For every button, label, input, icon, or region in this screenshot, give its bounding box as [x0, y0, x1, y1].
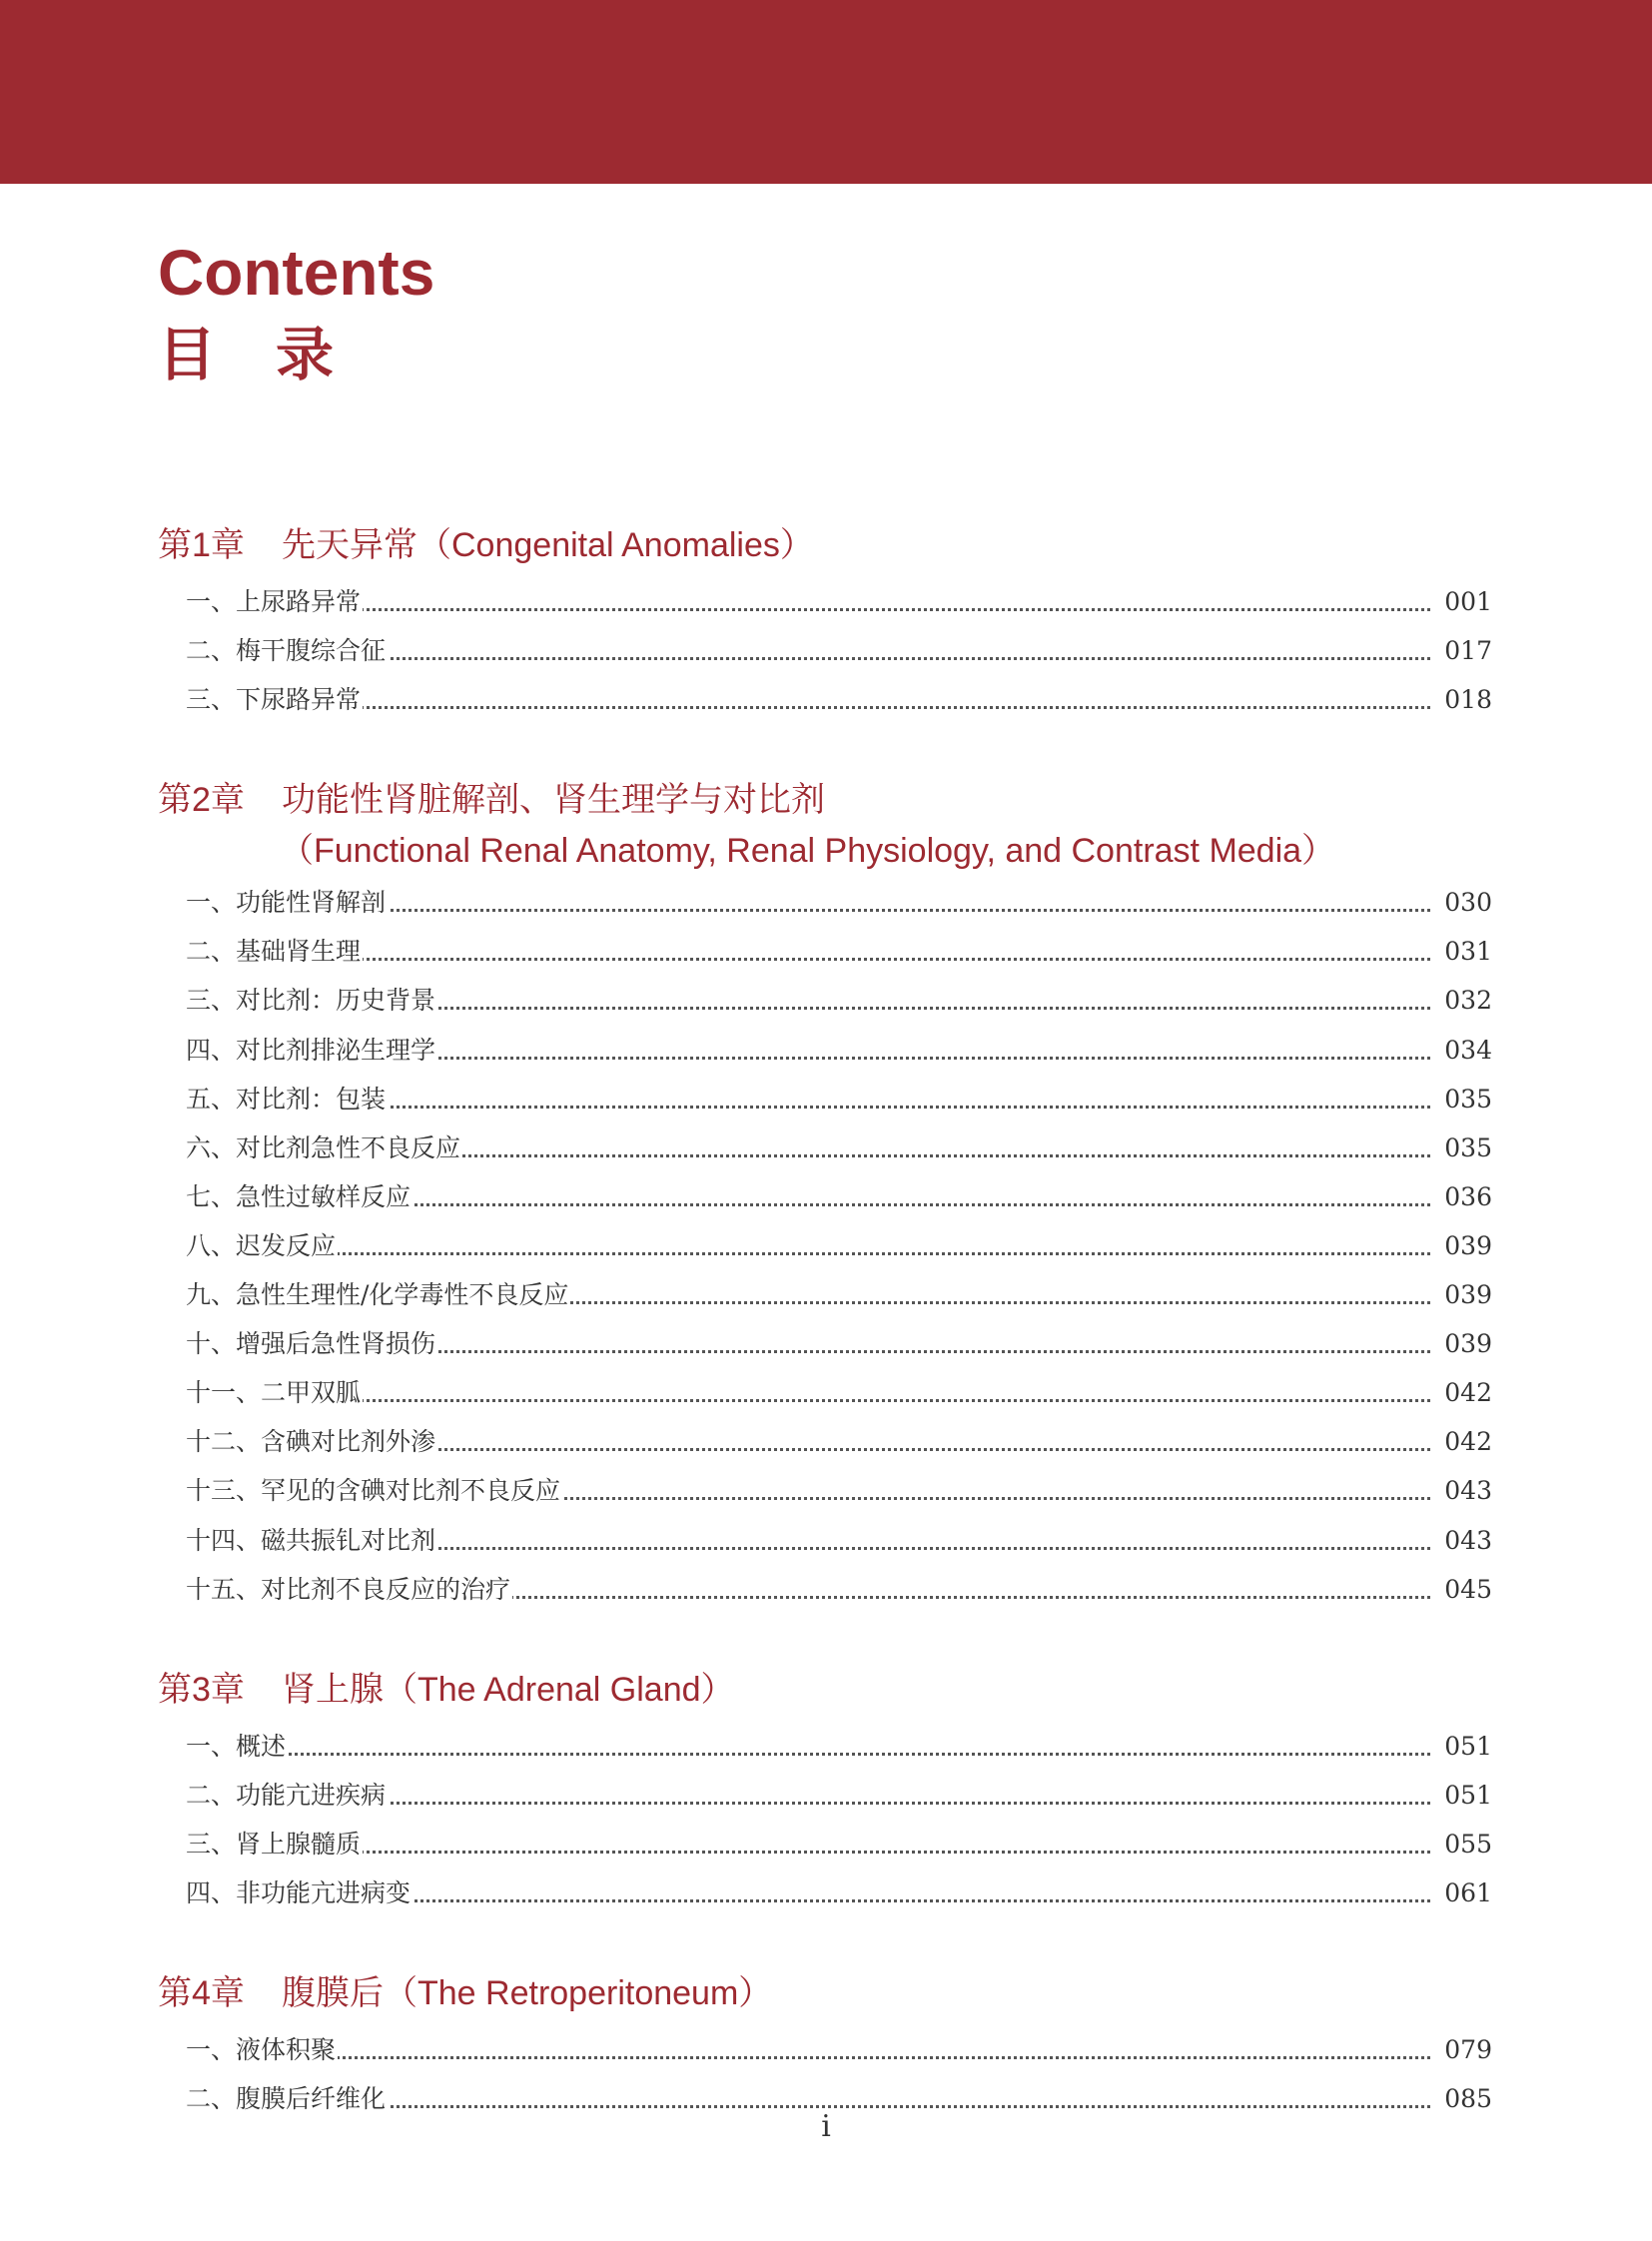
entry-label: 一、功能性肾解剖 — [186, 878, 388, 927]
header-bar — [0, 0, 1652, 184]
chapter-number: 第4章 — [158, 1974, 245, 2013]
entry-label: 二、腹膜后纤维化 — [186, 2074, 388, 2123]
dot-leader — [186, 608, 1430, 611]
entry-page-number: 043 — [1444, 1525, 1492, 1555]
chapter-heading[interactable] — [0, 768, 1652, 832]
toc-entry[interactable] — [0, 1565, 1652, 1614]
toc-entry[interactable] — [0, 1026, 1652, 1075]
entry-label: 十二、含碘对比剂外渗 — [186, 1417, 437, 1466]
entry-page-number: 079 — [1444, 2035, 1492, 2065]
entry-page-number: 001 — [1444, 587, 1492, 616]
entry-label: 六、对比剂急性不良反应 — [186, 1123, 462, 1172]
entry-page-number: 043 — [1444, 1476, 1492, 1506]
toc-entry[interactable] — [0, 675, 1652, 724]
entry-page-number: 031 — [1444, 937, 1492, 967]
dot-leader — [186, 1851, 1430, 1854]
table-of-contents — [0, 513, 1652, 2167]
chapter-title: 肾上腺（The Adrenal Gland） — [282, 1670, 735, 1709]
entry-page-number: 042 — [1444, 1427, 1492, 1457]
entry-label: 九、急性生理性/化学毒性不良反应 — [186, 1270, 570, 1319]
toc-entry[interactable] — [0, 1771, 1652, 1820]
entry-label: 一、概述 — [186, 1722, 288, 1771]
entry-label: 三、肾上腺髓质 — [186, 1820, 363, 1868]
entry-label: 四、对比剂排泌生理学 — [186, 1026, 437, 1075]
entry-page-number: 035 — [1444, 1132, 1492, 1162]
entry-page-number: 030 — [1444, 888, 1492, 918]
entry-page-number: 018 — [1444, 685, 1492, 715]
toc-entry[interactable] — [0, 1516, 1652, 1565]
toc-entry[interactable] — [0, 1319, 1652, 1368]
toc-entry[interactable] — [0, 1868, 1652, 1917]
entry-page-number: 061 — [1444, 1877, 1492, 1907]
entry-label: 八、迟发反应 — [186, 1221, 338, 1270]
dot-leader — [186, 1252, 1430, 1255]
toc-entry[interactable] — [0, 1123, 1652, 1172]
dot-leader — [186, 1753, 1430, 1756]
toc-entry[interactable] — [0, 577, 1652, 626]
toc-entry[interactable] — [0, 1270, 1652, 1319]
entry-page-number: 017 — [1444, 636, 1492, 666]
entry-page-number: 039 — [1444, 1280, 1492, 1310]
chapter-section — [0, 513, 1652, 724]
dot-leader — [186, 958, 1430, 961]
chapter-number: 第2章 — [158, 781, 245, 820]
chapter-subtitle: （Functional Renal Anatomy, Renal Physiology, and Contrast Media） — [280, 832, 1336, 871]
chapter-section — [0, 1658, 1652, 1917]
entry-label: 十一、二甲双胍 — [186, 1368, 363, 1417]
entry-page-number: 051 — [1444, 1731, 1492, 1761]
entry-page-number: 045 — [1444, 1574, 1492, 1604]
toc-entry[interactable] — [0, 1368, 1652, 1417]
chapter-title: 腹膜后（The Retroperitoneum） — [282, 1974, 773, 2013]
dot-leader — [186, 706, 1430, 709]
entry-label: 二、梅干腹综合征 — [186, 626, 388, 675]
entry-page-number: 051 — [1444, 1780, 1492, 1810]
toc-entry[interactable] — [0, 1221, 1652, 1270]
chapter-title: 先天异常（Congenital Anomalies） — [282, 526, 814, 564]
chapter-heading[interactable] — [0, 1961, 1652, 2025]
toc-entry[interactable] — [0, 1075, 1652, 1123]
chapter-heading[interactable] — [0, 1658, 1652, 1722]
chapter-title: 功能性肾脏解剖、肾生理学与对比剂 — [282, 781, 825, 820]
entry-page-number: 036 — [1444, 1181, 1492, 1211]
chapter-section — [0, 768, 1652, 1613]
contents-heading-chinese: 目录 — [158, 321, 395, 388]
entry-page-number: 032 — [1444, 986, 1492, 1016]
entry-label: 十四、磁共振钆对比剂 — [186, 1516, 437, 1565]
entry-label: 四、非功能亢进病变 — [186, 1868, 413, 1917]
chapter-number: 第3章 — [158, 1670, 245, 1709]
entry-page-number: 085 — [1444, 2084, 1492, 2114]
entry-page-number: 039 — [1444, 1329, 1492, 1359]
dot-leader — [186, 1399, 1430, 1402]
entry-label: 七、急性过敏样反应 — [186, 1172, 413, 1221]
entry-label: 十五、对比剂不良反应的治疗 — [186, 1565, 512, 1614]
entry-label: 一、上尿路异常 — [186, 577, 363, 626]
entry-label: 十、增强后急性肾损伤 — [186, 1319, 437, 1368]
chapter-heading[interactable] — [0, 513, 1652, 577]
toc-entry[interactable] — [0, 1466, 1652, 1515]
contents-heading: Contents — [158, 237, 435, 309]
toc-entry[interactable] — [0, 878, 1652, 927]
toc-entry[interactable] — [0, 1417, 1652, 1466]
toc-entry[interactable] — [0, 1172, 1652, 1221]
entry-label: 一、液体积聚 — [186, 2025, 338, 2074]
toc-entry[interactable] — [0, 976, 1652, 1025]
entry-page-number: 055 — [1444, 1829, 1492, 1859]
toc-entry[interactable] — [0, 1722, 1652, 1771]
entry-page-number: 042 — [1444, 1378, 1492, 1408]
chapter-section — [0, 1961, 1652, 2123]
toc-entry[interactable] — [0, 626, 1652, 675]
toc-entry[interactable] — [0, 1820, 1652, 1868]
entry-label: 二、功能亢进疾病 — [186, 1771, 388, 1820]
chapter-number: 第1章 — [158, 526, 245, 564]
entry-page-number: 035 — [1444, 1084, 1492, 1114]
page-number: i — [821, 2109, 831, 2144]
toc-entry[interactable] — [0, 927, 1652, 976]
dot-leader — [186, 2056, 1430, 2059]
entry-label: 五、对比剂：包装 — [186, 1075, 388, 1123]
entry-label: 三、下尿路异常 — [186, 675, 363, 724]
entry-label: 十三、罕见的含碘对比剂不良反应 — [186, 1466, 562, 1515]
entry-label: 二、基础肾生理 — [186, 927, 363, 976]
entry-page-number: 034 — [1444, 1035, 1492, 1065]
entry-page-number: 039 — [1444, 1230, 1492, 1260]
entry-label: 三、对比剂：历史背景 — [186, 976, 437, 1025]
toc-entry[interactable] — [0, 2025, 1652, 2074]
